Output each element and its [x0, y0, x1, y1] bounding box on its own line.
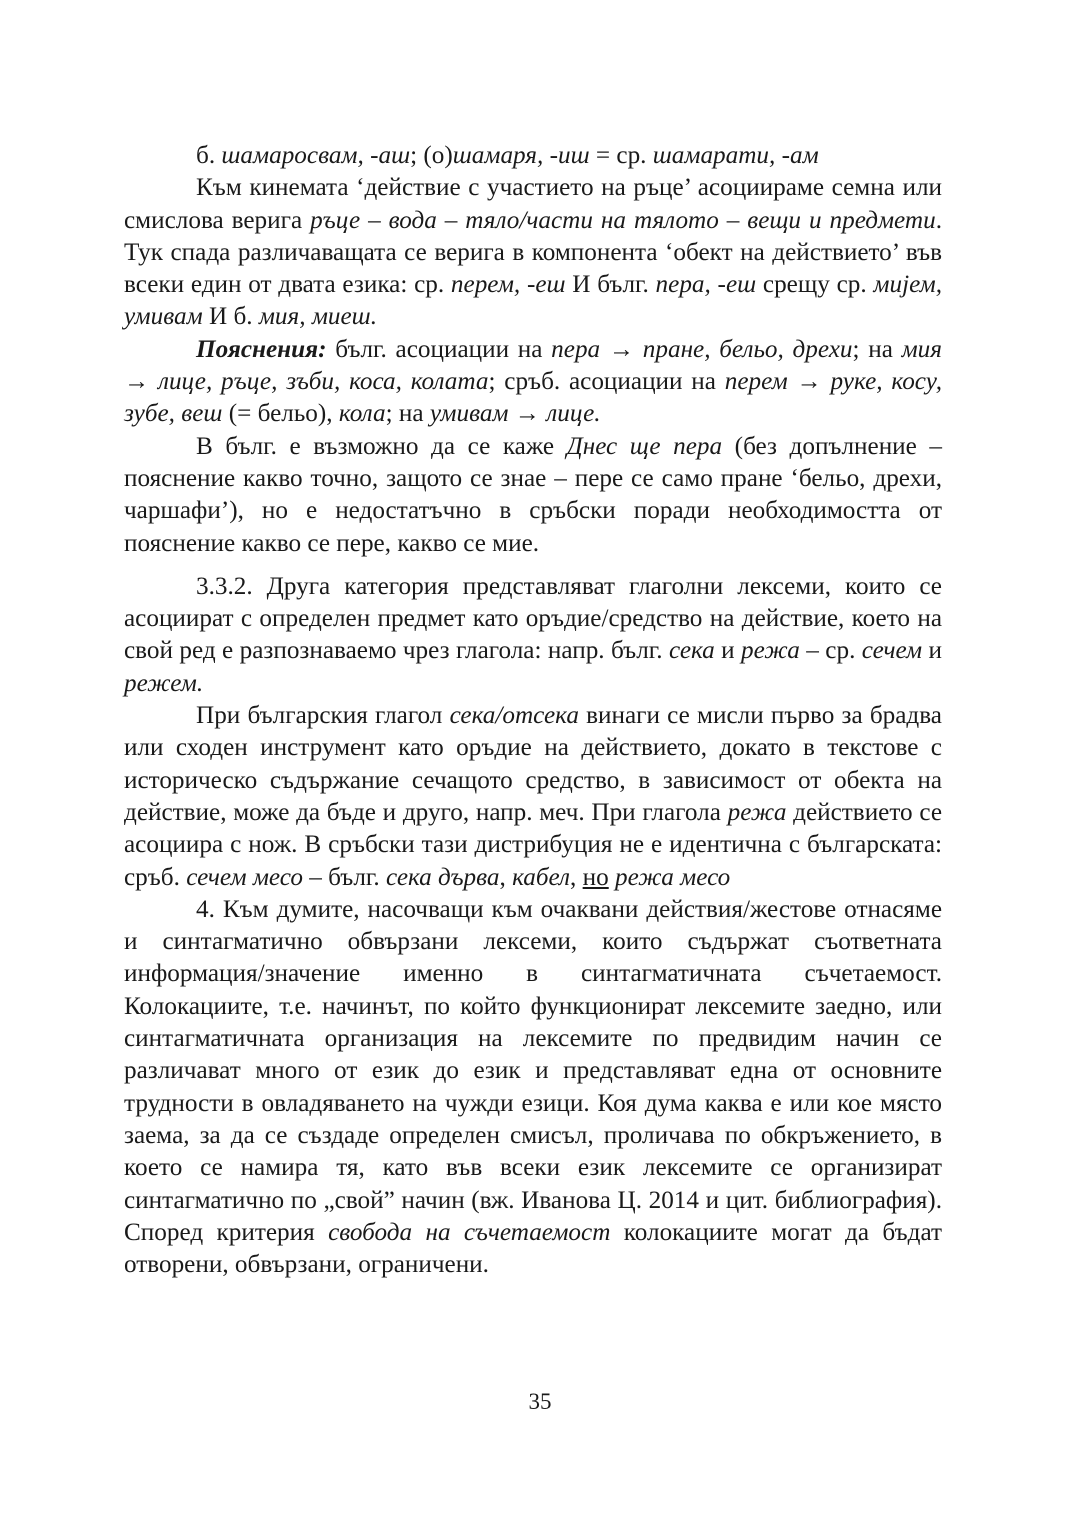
text-run: колокациите могат да бъдат отворени, обвързани, ограничени. [124, 1218, 942, 1279]
text-run: В бълг. е възможно да се каже [196, 432, 567, 460]
italic-term: режа месо [615, 863, 731, 891]
italic-term: свобода на съчетаемост [328, 1218, 611, 1246]
text-run: При българския глагол [196, 702, 450, 730]
italic-term: сека/отсека [449, 702, 579, 730]
text-run: – ср. [799, 637, 862, 665]
italic-term: сечем месо [186, 863, 303, 891]
text-run: – бълг. [302, 863, 386, 891]
paragraph-2 [124, 172, 942, 333]
text-run: б. [196, 142, 222, 169]
text-run: И б. [202, 303, 259, 331]
italic-term: ръце – вода – тяло/части на тялото – вещи и предмети [310, 206, 936, 234]
italic-term: умивам [429, 400, 509, 428]
text-run: → [787, 368, 831, 396]
italic-term: мијем, умивам [124, 271, 942, 331]
italic-term: шамаря, -иш [452, 142, 590, 169]
italic-term: шамарати, -ам [652, 142, 819, 169]
text-run: . Тук спада различаващата се верига в компонента ‘обект на действието’ във всеки един от двата езика: ср. [124, 206, 942, 299]
text-run: и [922, 637, 942, 665]
text-run: (без допълнение – пояснение какво точно, защото се знае – пере се само пране ‘бельо, дрехи, чаршафи’), но е недостатъчно в сръбски поради необходимостта от пояснение какво се пере, какво се мие. [124, 432, 942, 557]
italic-term: мия, миеш. [258, 303, 377, 331]
italic-term: лице. [546, 400, 601, 428]
italic-term: сека дърва [385, 863, 500, 891]
page-body [124, 140, 942, 1281]
text-run: , [499, 863, 513, 891]
text-run: → [508, 400, 547, 428]
paragraph-4 [124, 431, 942, 560]
text-run: ; сръб. асоциации на [488, 368, 725, 396]
text-run: Към кинемата ‘действие с участието на ръце’ асоциираме семна или смислова верига [124, 174, 942, 234]
text-run: срещу ср. [756, 271, 874, 299]
text-run: действието се асоциира с нож. В сръбски тази дистрибуция не е идентична с българската: сръб. [124, 798, 942, 891]
italic-term: кабел [512, 863, 571, 891]
paragraph-6 [124, 700, 942, 894]
italic-term: лице, ръце, зъби, коса, колата [157, 368, 489, 396]
text-run: ; (о) [410, 142, 453, 169]
italic-term: сека [668, 637, 715, 665]
underlined-word: но [582, 863, 609, 891]
text-run: и [714, 637, 742, 665]
text-run: , [570, 863, 583, 891]
italic-term: пера [551, 335, 601, 363]
italic-term: сечем [861, 637, 923, 665]
text-run: → [124, 368, 158, 396]
italic-term: режем. [124, 669, 204, 697]
text-run: ; на [852, 335, 902, 363]
text-run: 4. Към думите, насочващи към очаквани действия/жестове отнасяме и синтагматично обвързани лексеми, които съдържат съответната информация/значение именно в синтагматичната съчетаемост. Колокациите, т.е. начинът, по който функционират лексемите заедно, или синтагматичната организация на лексемите по предвидим начин се различават много от език до език и представляват една от основните трудности в овладяването на чужди езици. Коя дума каква е или кое място заема, за да се създаде определен смисъл, проличава по обкръжението, в което се намира тя, като във всеки език лексемите се организират синтагматично по „свой” начин (вж. Иванова Ц. 2014 и цит. библиография). Според критерия [124, 895, 942, 1246]
italic-term: режа [727, 798, 787, 826]
text-run: → [600, 335, 643, 363]
italic-term: перем, -еш [450, 271, 566, 299]
italic-term: руке, косу, зубе, веш [124, 368, 943, 428]
text-run: бълг. асоциации на [326, 335, 552, 363]
text-run: (= бельо), [222, 400, 339, 428]
text-run: 3.3.2. Друга категория представляват глаголни лексеми, които се асоциират с определен предмет като оръдие/средство на действие, което на свой ред е разпознаваемо чрез глагола: напр. бълг. [124, 572, 942, 665]
text-run: = ср. [589, 142, 653, 169]
italic-term: пране, бельо, дрехи [642, 335, 853, 363]
paragraph-1 [124, 140, 942, 172]
italic-term: перем [724, 368, 788, 396]
paragraph-5 [124, 571, 942, 700]
paragraph-7 [124, 894, 942, 1282]
italic-term: режа [741, 637, 800, 665]
text-run: винаги се мисли първо за брадва или сходен инструмент като оръдие на действието, докато в текстове с историческо съдържание сечащото средство, в зависимост от обекта на действие, може да бъде и друго, напр. меч. При глагола [124, 702, 942, 826]
text-run: ; на [385, 400, 430, 428]
italic-term: Днес ще пера [566, 432, 723, 460]
text-run: И бълг. [565, 271, 656, 299]
italic-term: кола [338, 400, 386, 428]
bold-heading: Пояснения: [196, 335, 327, 363]
italic-term: мия [901, 335, 942, 363]
page-number: 35 [528, 1389, 552, 1414]
italic-term: пера, -еш [655, 271, 757, 299]
italic-term: шамаросвам, -аш [221, 142, 411, 169]
paragraph-3 [124, 334, 942, 431]
